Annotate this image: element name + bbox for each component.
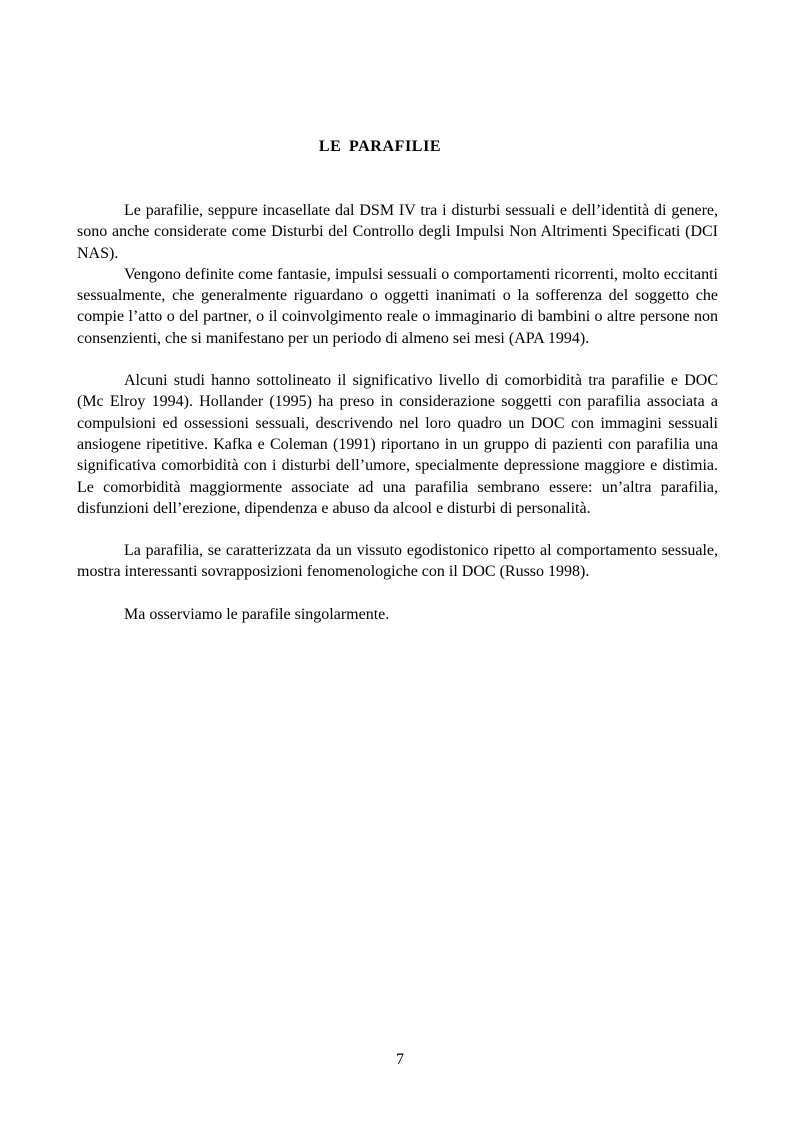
paragraph-5: Ma osserviamo le parafile singolarmente. [124,605,390,623]
paragraph-4: La parafilia, se caratterizzata da un vissuto egodistonico ripetto al comportamento sessuale, mostra interessanti sovrapposizioni fenomenologiche con il DOC (Russo 1998). [77,542,718,581]
page-title: LE PARAFILIE [318,138,442,155]
paragraph-3: Alcuni studi hanno sottolineato il significativo livello di comorbidità tra parafilie e DOC (Mc Elroy 1994). Hollander (1995) ha preso in considerazione soggetti con parafilia associata a compulsioni ed ossessioni sessuali, descrivendo nel loro quadro un DOC con immagini sessuali ansiogene ripetitive. Kafka e Coleman (1991) riportano in un gruppo di pazienti con parafilia una significativa comorbidità con i disturbi dell’umore, specialmente depressione maggiore e distimia. Le comorbidità maggiormente associate ad una parafilia sembrano essere: un’altra parafilia, disfunzioni dell’erezione, dipendenza e abuso da alcool e disturbi di personalità. [77,372,718,517]
paragraph-spacer [77,583,718,604]
paragraph-2: Vengono definite come fantasie, impulsi sessuali o comportamenti ricorrenti, molto eccitanti sessualmente, che generalmente riguardano o oggetti inanimati o la sofferenza del soggetto che compie l’atto o del partner, o il coinvolgimento reale o immaginario di bambini o altre persone non consenzienti, che si manifestano per un periodo di almeno sei mesi (APA 1994). [77,265,718,347]
paragraph-1: Le parafilie, seppure incasellate dal DSM IV tra i disturbi sessuali e dell’identità di genere, sono anche considerate come Disturbi del Controllo degli Impulsi Non Altrimenti Specificati (DCI NAS). [77,202,718,262]
paragraph-spacer [77,349,718,370]
page-number: 7 [396,1051,404,1068]
document-body [77,200,718,625]
paragraph-spacer [77,519,718,540]
